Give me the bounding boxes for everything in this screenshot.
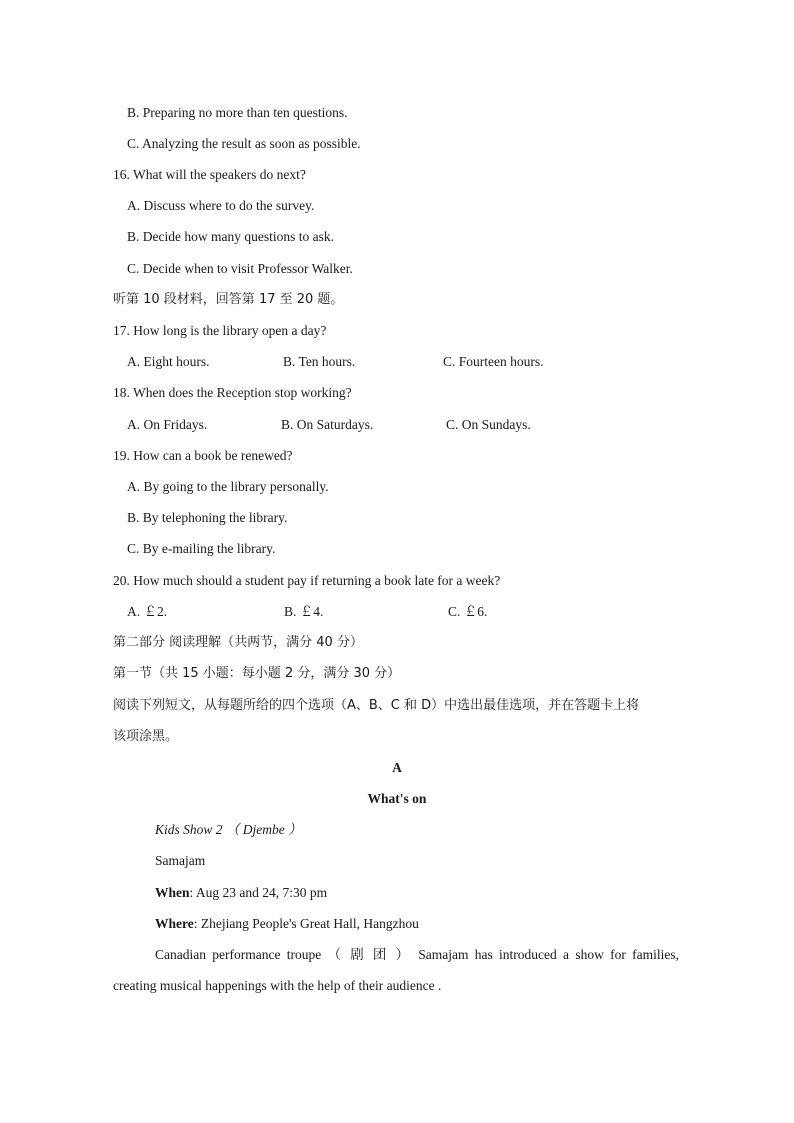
where-label: Where bbox=[155, 916, 194, 931]
q19-option-c: C. By e-mailing the library. bbox=[127, 541, 276, 556]
q15-option-b: B. Preparing no more than ten questions. bbox=[127, 105, 348, 120]
q16-option-c: C. Decide when to visit Professor Walker. bbox=[127, 261, 353, 276]
q16-stem: 16. What will the speakers do next? bbox=[113, 167, 306, 182]
when-label: When bbox=[155, 885, 190, 900]
passage-title: What's on bbox=[367, 791, 427, 806]
q17-option-b: B. Ten hours. bbox=[283, 354, 356, 369]
q20-option-b: B. ￡4. bbox=[284, 604, 324, 619]
passage-letter: A bbox=[392, 760, 402, 775]
paragraph-line-2: creating musical happenings with the help of their audience . bbox=[113, 978, 442, 993]
where-line bbox=[155, 916, 419, 932]
q17-stem: 17. How long is the library open a day? bbox=[113, 323, 327, 338]
q20-option-c: C. ￡6. bbox=[448, 604, 488, 619]
paragraph-line-1: Canadian performance troupe （ 剧 团 ） Samajam has introduced a show for families, bbox=[155, 947, 679, 962]
reading-instruction-line-1: 阅读下列短文，从每题所给的四个选项（A、B、C 和 D）中选出最佳选项，并在答题卡上将 bbox=[113, 698, 640, 713]
q17-option-c: C. Fourteen hours. bbox=[443, 354, 544, 369]
where-value: : Zhejiang People's Great Hall, Hangzhou bbox=[193, 916, 419, 931]
q17-option-a: A. Eight hours. bbox=[127, 354, 210, 369]
q20-stem: 20. How much should a student pay if returning a book late for a week? bbox=[113, 573, 501, 588]
section-1-heading: 第一节（共 15 小题：每小题 2 分，满分 30 分） bbox=[113, 666, 401, 681]
q19-option-a: A. By going to the library personally. bbox=[127, 479, 329, 494]
q16-option-b: B. Decide how many questions to ask. bbox=[127, 229, 334, 244]
section-10-instruction: 听第 10 段材料，回答第 17 至 20 题。 bbox=[113, 292, 344, 307]
q18-option-c: C. On Sundays. bbox=[446, 417, 531, 432]
show-name: Kids Show 2 （ Djembe ） bbox=[155, 822, 302, 837]
part-2-heading: 第二部分 阅读理解（共两节，满分 40 分） bbox=[113, 635, 363, 650]
q16-option-a: A. Discuss where to do the survey. bbox=[127, 198, 315, 213]
q18-stem: 18. When does the Reception stop working? bbox=[113, 385, 352, 400]
q18-option-a: A. On Fridays. bbox=[127, 417, 208, 432]
q19-option-b: B. By telephoning the library. bbox=[127, 510, 288, 525]
q15-option-c: C. Analyzing the result as soon as possible. bbox=[127, 136, 361, 151]
when-line bbox=[155, 885, 327, 901]
troupe-name: Samajam bbox=[155, 853, 206, 868]
when-value: : Aug 23 and 24, 7:30 pm bbox=[189, 885, 328, 900]
q20-option-a: A. ￡2. bbox=[127, 604, 168, 619]
reading-instruction-line-2: 该项涂黑。 bbox=[113, 729, 179, 744]
q19-stem: 19. How can a book be renewed? bbox=[113, 448, 293, 463]
q18-option-b: B. On Saturdays. bbox=[281, 417, 374, 432]
